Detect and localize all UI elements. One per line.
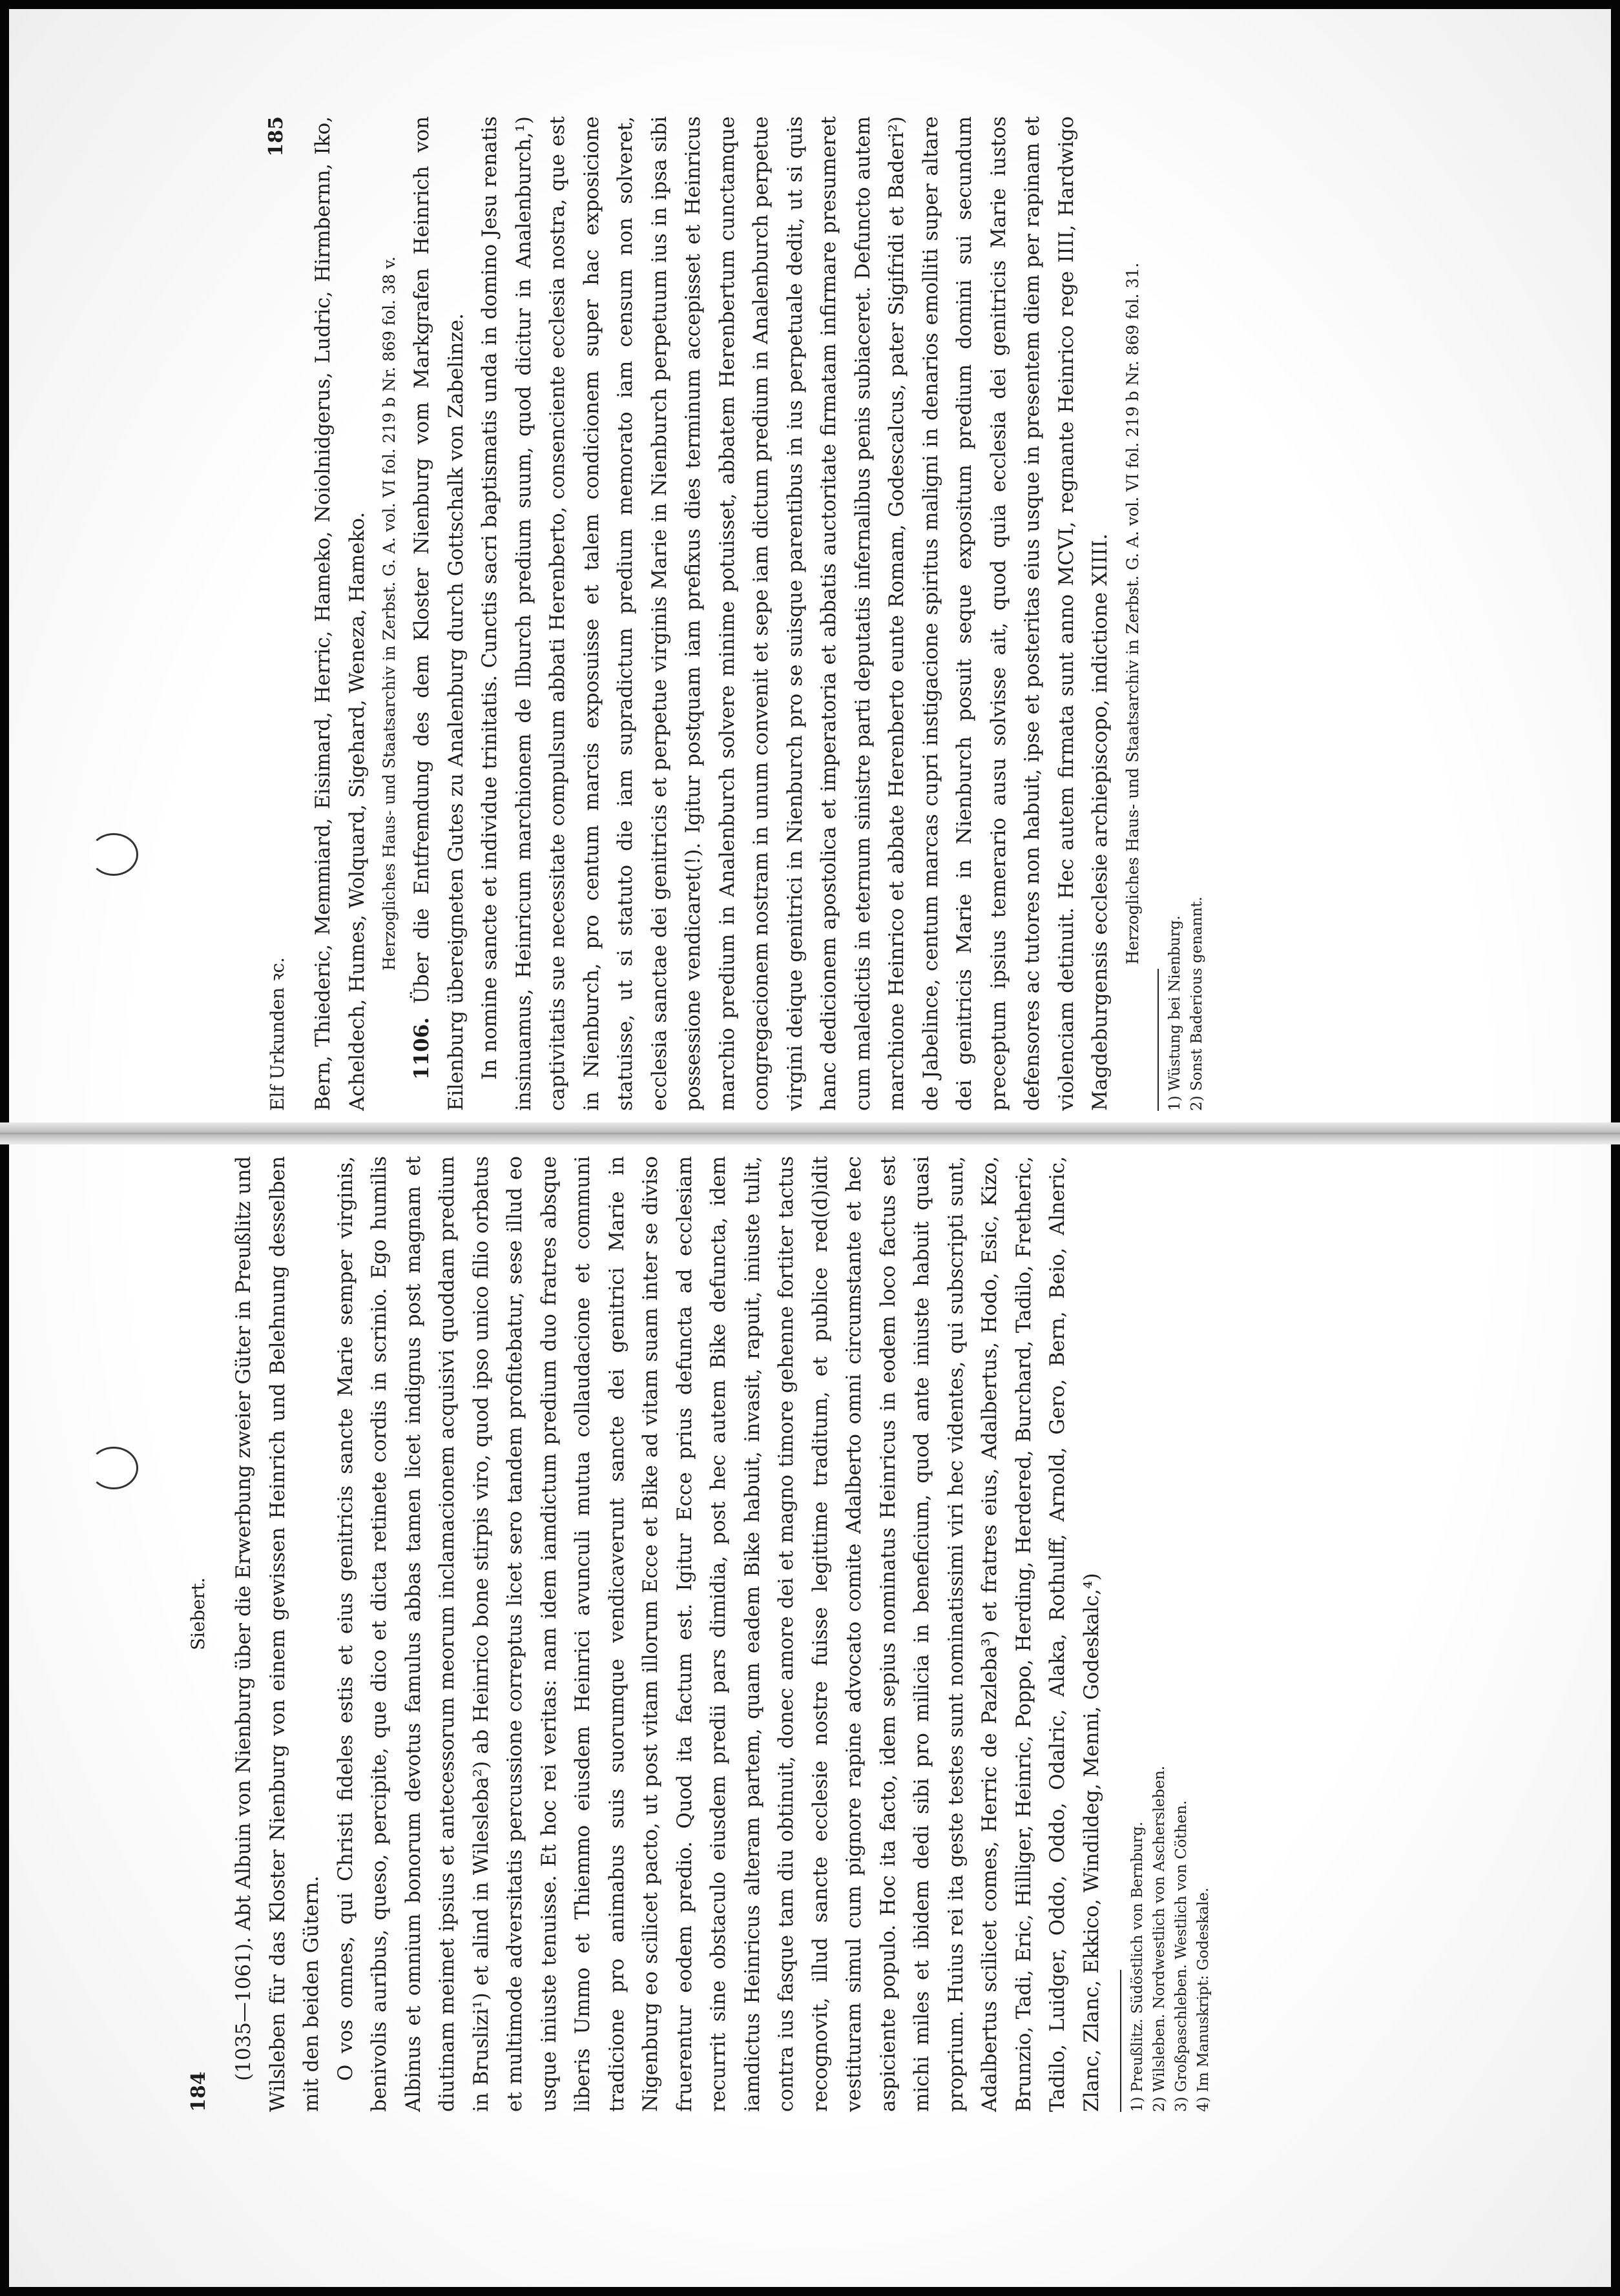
page-text (227, 1156, 1108, 2112)
footnote: 3) Großpaschleben. Westlich von Cöthen. (1173, 1800, 1190, 2112)
page-184 (187, 1156, 1453, 2112)
footnote-rule (1120, 1970, 1121, 2112)
footnote: 2) Wilsleben. Nordwestlich von Aschersleben. (1151, 1765, 1168, 2112)
witness-list: Bern, Thiederic, Memmiard, Eisimard, Herric, Hameko, Noiolnidgerus, Ludric, Hirmbernn, Iko, Acheldech, Humes, Wolquard, Sigehard, Weneza, Hameko. (311, 116, 369, 1111)
punch-hole (89, 1447, 138, 1489)
footnote: 4) Im Manuskript: Godeskale. (1195, 1887, 1212, 2112)
archive-source: Herzogliches Haus- und Staatsarchiv in Zerbst. G. A. vol. VI fol. 219 b Nr. 869 fol. 31. (1123, 262, 1142, 965)
document-year: 1106. (410, 1017, 433, 1080)
punch-hole (89, 833, 138, 876)
document-heading (405, 116, 473, 1111)
page-185 (265, 116, 1505, 1111)
document-title: Über die Entfremdung des dem Kloster Nienburg vom Markgrafen Heinrich von Eilenburg übereigneten Gutes zu Analenburg durch Gottschalk von Zabelinze. (410, 116, 468, 1111)
charter-text: O vos omnes, qui Christi fideles estis et eius genitricis sancte Marie semper virginis, benivolis auribus, queso, percipite, que dico et dicta retinete cordis in scrinio. Ego humilis Albinus et omnium bonorum devotus famulus abbas tamen licet indignus post magnam et diutinam meimet ipsius et antecessorum meorum inclamacionem acquisivi quoddam predium in Bruslizi¹) et alind in Wilesleba²) ab Heinrico bone stirpis viro, quod ipso unico filio orbatus et multimode adversitatis percussione correptus licet sero tandem profitebatur, sese illud eo usque iniuste tenuisse. Et hoc rei veritas: nam idem iamdictum predium duo fratres absque liberis Ummo et Thiemmo eiusdem Heinrici avunculi mutua collaudacione et communi tradicione pro animabus suis suorumque vendicaverunt sancte dei genitrici Marie in Nigenburg eo scilicet pacto, ut post vitam illorum Ecce et Bike ad vitam suam inter se diviso fruerentur eodem predio. Quod ita factum est. Igitur Ecce prius defuncta ad ecclesiam recurrit sine obstaculo eiusdem predii pars dimidia, post hec autem Bike defuncta, idem iamdictus Heinricus alteram partem, quam eadem Bike habuit, invasit, rapuit, iniuste tulit, contra ius fasque tam diu obtinuit, donec amore dei et magno timore gehenne fortiter tactus recognovit, illud sancte ecclesie nostre fuisse legittime traditum, et publice red(d)idit vestituram simul cum pignore rapine advocato comite Adalberto omni circumstante et hec aspiciente populo. Hoc ita facto, idem sepius nominatus Heinricus in eodem loco factus est michi miles et ibidem dedi sibi pro milicia in beneficium, quod ante iniuste habuit quasi proprium. Huius rei ita geste testes sunt nominatissimi viri hec videntes, qui subscripti sunt, Adalbertus scilicet comes, Herric de Pazleba³) et fratres eius, Adalbertus, Hodo, Esic, Kizo, Brunzio, Tadi, Eric, Hilliger, Heinric, Poppo, Herding, Herdered, Burchard, Tadilo, Fretheric, Tadilo, Luidger, Oddo, Oddo, Odalric, Alaka, Rothulff, Arnold, Gero, Bern, Beio, Alneric, Zlanc, Zlanc, Ekkico, Windildeg, Menni, Godeskalc,⁴) (333, 1156, 1103, 2112)
running-head: Elf Urkunden ꝛc. (267, 957, 288, 1111)
book-gutter (0, 1122, 1620, 1144)
archive-source: Herzogliches Haus- und Staatsarchiv in Zerbst. G. A. vol. VI fol. 219 b Nr. 869 fol. 38 v. (380, 256, 399, 971)
footnote: 1) Wüstung bei Nienburg. (1166, 915, 1183, 1111)
running-head: Siebert. (187, 1577, 209, 1651)
page-number: 185 (265, 116, 287, 157)
footnote: 1) Preußlitz. Südöstlich von Bernburg. (1129, 1821, 1146, 2112)
page-number: 184 (187, 2071, 210, 2112)
document-heading: (1035—1061). Abt Albuin von Nienburg über die Erwerbung zweier Güter in Preußlitz und Wilsleben für das Kloster Nienburg von einem gewissen Heinrich und Belehnung desselben mit den beiden Gütern. (232, 1156, 323, 2112)
page-header (187, 1156, 210, 2112)
page-header (265, 116, 289, 1111)
charter-text: In nomine sancte et individue trinitatis. Cunctis sacri baptismatis unda in domino Jesu renatis insinuamus, Heinricum marchionem de Ilburch predium suum, quod dicitur in Analenburch,¹) captivitatis sue necessitate compulsum abbati Herenberto, consenciente ecclesia nostra, que est in Nienburch, pro centum marcis exposuisse et talem condicionem super hac exposicione statuisse, ut si statuto die iam supradictum predium memorato iam censum non solveret, ecclesia sanctae dei genitricis et perpetue virginis Marie in Nienburch perpetuum ius in ipsa sibi possessione vendicaret(!). Igitur postquam iam prefixus dies terminum accepisset et Heinricus marchio predium in Analenburch solvere minime potuisset, abbatem Herenbertum cunctamque congregacionem nostram in unum convenit et sepe iam dictum predium in Analenburch perpetue virgini deique genitrici in Nienburch pro se suisque parentibus in ius perpetuale dedit, ut si quis hanc dedicionem apostolica et imperatoria et abbatis auctoritate firmatam infirmare presumeret cum maledictis in eternum sinistre parti deputatis infernalibus penis subiaceret. Defuncto autem marchione Heinrico et abbate Herenberto eunte Romam, Godescalcus, pater Sigifridi et Baderi²) de Jabelince, centum marcas cupri instigacione spiritus maligni in denarios emolliti super altare dei genitricis Marie in Nienburch posuit seque expositum predium domini sui secundum preceptum ipsius temerario ausu solvisse ait, quod quia ecclesia dei genitricis Marie iustos defensores ac tutores non habuit, ipse et posteritas eius usque in presentem diem per rapinam et violenciam detinuit. Hec autem firmata sunt anno MCVI, regnante Heinrico rege IIII, Hardwigo Magdeburgensis ecclesie archiepiscopo, indictione XIIII. (478, 116, 1112, 1111)
footnote: 2) Sonst Baderious genannt. (1188, 896, 1205, 1111)
page-text (306, 116, 1146, 1111)
footnote-rule (1158, 969, 1159, 1111)
